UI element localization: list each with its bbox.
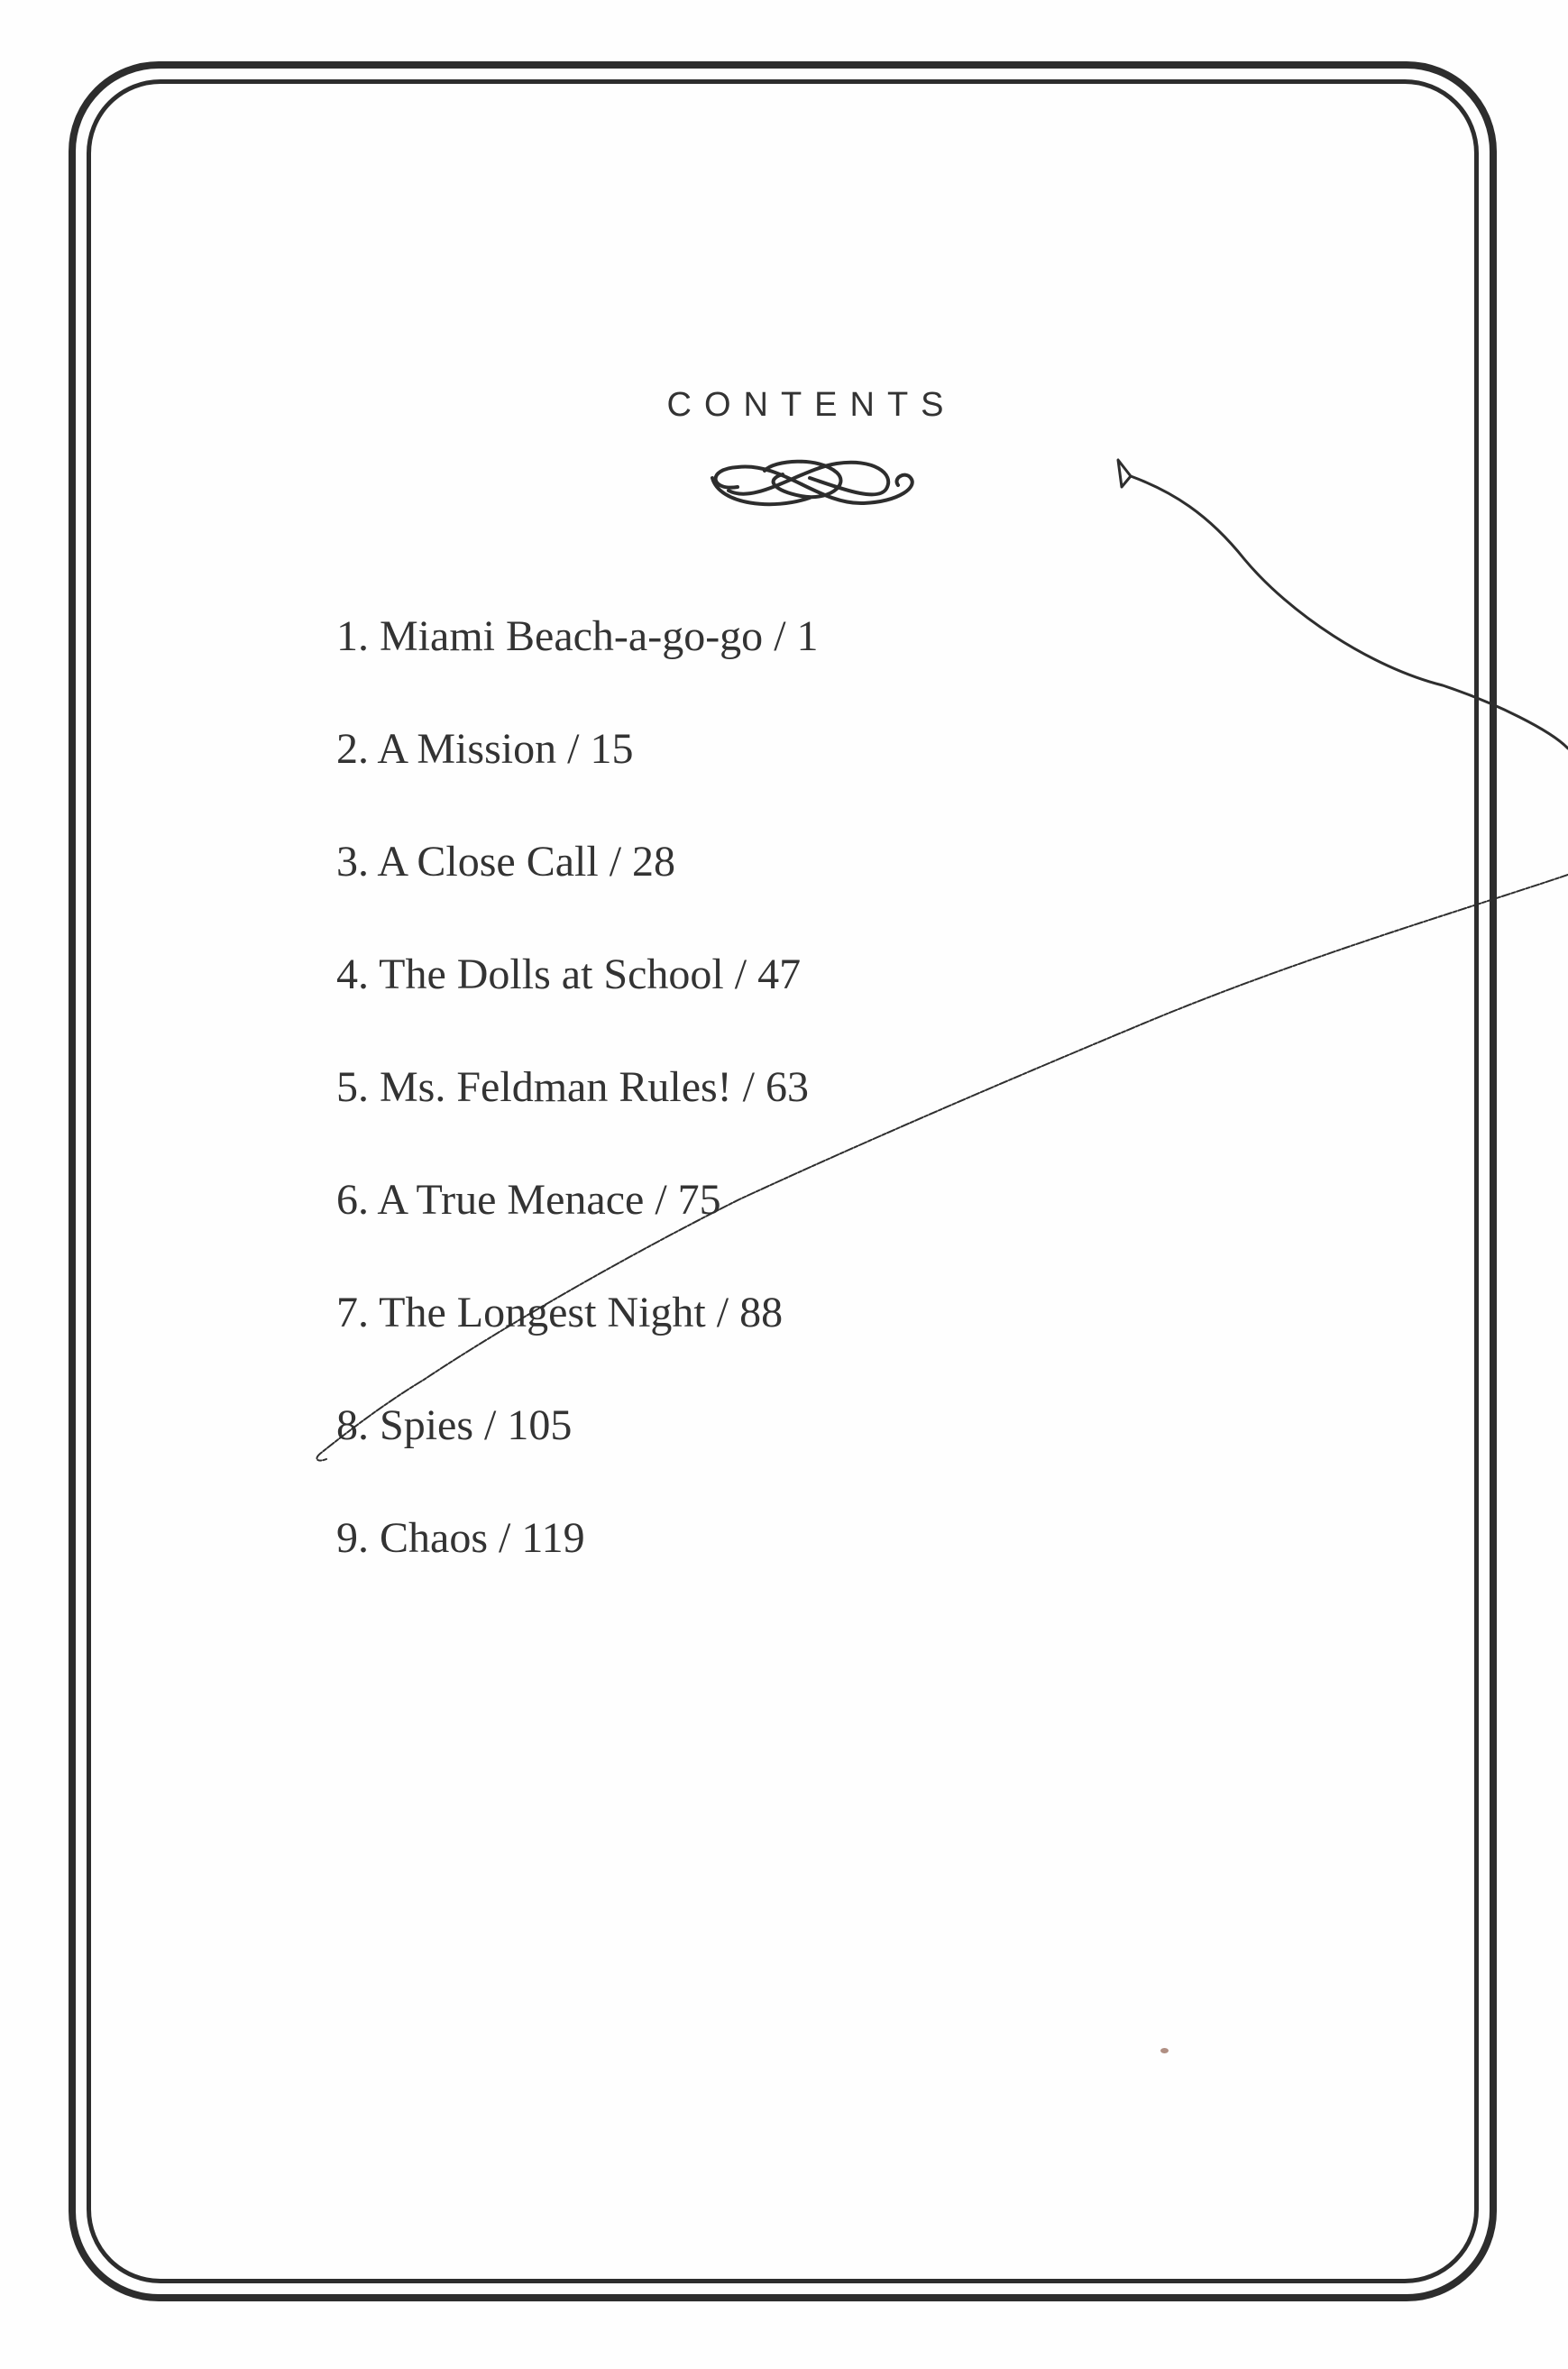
chapter-number: 4. xyxy=(336,950,369,998)
page-separator: / xyxy=(723,950,758,998)
toc-entry xyxy=(336,610,819,722)
chapter-page-number: 105 xyxy=(507,1401,573,1449)
chapter-number: 3. xyxy=(336,838,369,886)
chapter-title: The Longest Night xyxy=(379,1289,706,1336)
chapter-page-number: 28 xyxy=(632,838,676,886)
toc-entry xyxy=(336,1286,819,1399)
flourish-ornament-icon xyxy=(701,451,929,516)
page-separator: / xyxy=(731,1063,766,1111)
toc-entry xyxy=(336,948,819,1061)
toc-entry xyxy=(336,1173,819,1286)
chapter-title: Spies xyxy=(380,1401,474,1449)
chapter-number: 8. xyxy=(336,1401,369,1449)
chapter-number: 7. xyxy=(336,1289,369,1336)
toc-entry xyxy=(336,835,819,948)
table-of-contents xyxy=(336,610,819,1624)
chapter-page-number: 88 xyxy=(739,1289,784,1336)
page-separator: / xyxy=(488,1514,522,1562)
toc-entry xyxy=(336,1511,819,1624)
contents-heading: CONTENTS xyxy=(666,386,957,424)
toc-entry xyxy=(336,722,819,835)
chapter-title: A True Menace xyxy=(377,1176,645,1224)
chapter-page-number: 47 xyxy=(757,950,802,998)
chapter-page-number: 63 xyxy=(766,1063,809,1111)
chapter-page-number: 15 xyxy=(590,725,634,773)
chapter-title: Ms. Feldman Rules! xyxy=(380,1063,732,1111)
toc-entry xyxy=(336,1399,819,1511)
chapter-title: A Mission xyxy=(377,725,557,773)
chapter-page-number: 1 xyxy=(796,612,819,660)
chapter-number: 9. xyxy=(336,1514,369,1562)
page-separator: / xyxy=(473,1401,508,1449)
chapter-title: A Close Call xyxy=(377,838,599,886)
chapter-number: 2. xyxy=(336,725,369,773)
toc-entry xyxy=(336,1061,819,1173)
chapter-number: 6. xyxy=(336,1176,369,1224)
page-separator: / xyxy=(598,838,633,886)
chapter-title: Miami Beach-a-go-go xyxy=(380,612,764,660)
page-separator: / xyxy=(644,1176,678,1224)
chapter-page-number: 119 xyxy=(521,1514,585,1562)
page-separator: / xyxy=(556,725,591,773)
chapter-page-number: 75 xyxy=(677,1176,721,1224)
chapter-title: Chaos xyxy=(380,1514,488,1562)
page-separator: / xyxy=(763,612,797,660)
chapter-number: 1. xyxy=(336,612,369,660)
chapter-number: 5. xyxy=(336,1063,369,1111)
page-separator: / xyxy=(705,1289,740,1336)
paper-speck xyxy=(1160,2048,1169,2053)
chapter-title: The Dolls at School xyxy=(379,950,724,998)
